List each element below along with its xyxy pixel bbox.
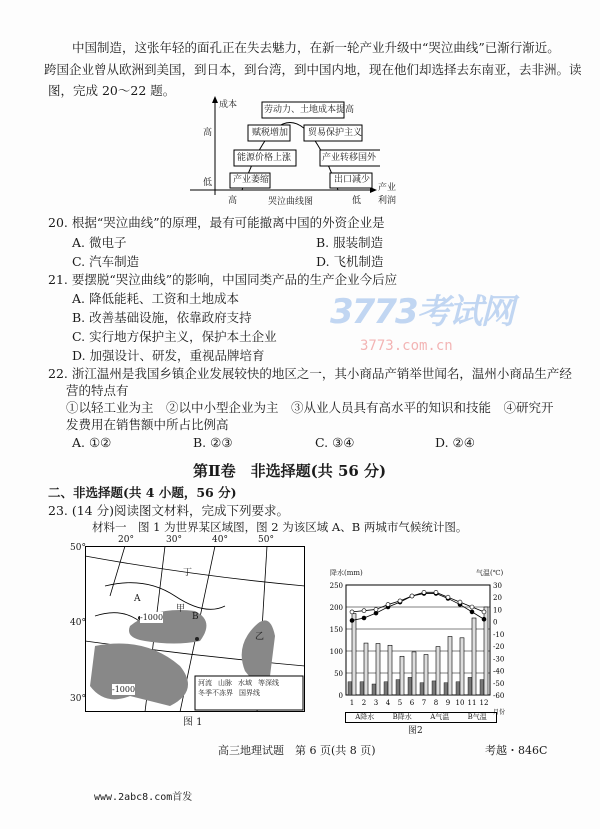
q20-option-a[interactable]: A. 微电子 xyxy=(72,235,127,250)
legend-water: 水域 xyxy=(238,679,252,687)
bar-b-precip xyxy=(400,656,404,695)
x-low: 低 xyxy=(352,196,362,206)
city-a: A xyxy=(134,594,141,604)
y-tick-left: 150 xyxy=(329,626,343,634)
y-tick-left: 250 xyxy=(329,582,343,590)
box-energy: 能源价格上涨 xyxy=(237,153,292,163)
bar-a-precip xyxy=(456,682,460,695)
q20-option-d[interactable]: D. 飞机制造 xyxy=(316,254,384,269)
section-heading: 二、非选择题(共 4 小题，56 分) xyxy=(48,485,237,500)
footer-code: 考越・846C xyxy=(485,744,548,757)
y-tick-left: 200 xyxy=(329,604,343,612)
line-b-temp-point xyxy=(482,610,486,614)
box-shrink: 产业萎缩 xyxy=(233,175,270,185)
legend-river: 河流 xyxy=(198,679,212,687)
watermark-logo: 3773考试网 xyxy=(330,292,513,332)
y-tick-right: -40 xyxy=(493,667,505,676)
legend-a-precip: A降水 xyxy=(355,713,375,721)
q22-stem-2: 营的特点有 xyxy=(66,383,129,398)
y-tick-right: 0 xyxy=(493,618,498,627)
line-b-temp-point xyxy=(398,599,402,603)
chart-ylabel-right: 气温(℃) xyxy=(476,569,504,577)
line-b-temp-point xyxy=(362,609,366,613)
footer-page: 高三地理试题 第 6 页(共 8 页) xyxy=(218,744,376,757)
map-caption: 图 1 xyxy=(183,717,203,728)
q22-option-c[interactable]: C. ③④ xyxy=(315,435,355,450)
q22-option-a[interactable]: A. ①② xyxy=(72,435,112,450)
line-b-temp-point xyxy=(422,590,426,594)
y-axis-label: 成本 xyxy=(219,100,238,110)
x-tick: 6 xyxy=(409,699,415,707)
q22-option-d[interactable]: D. ②④ xyxy=(435,435,475,450)
q22-stem-1: 22. 浙江温州是我国乡镇企业发展较快的地区之一，其小商品产销举世闻名，温州小商品生产经 xyxy=(48,366,572,381)
y-tick-left: 0 xyxy=(338,692,343,700)
line-b-temp-point xyxy=(458,600,462,604)
box-export: 出口减少 xyxy=(334,175,371,185)
legend-b-temp: B气温 xyxy=(467,713,487,721)
bar-b-precip xyxy=(436,647,440,695)
q21-option-c[interactable]: C. 实行地方保护主义，保护本土企业 xyxy=(72,329,277,344)
x-tick: 12 xyxy=(479,699,489,707)
x-axis-label: 产业 xyxy=(378,183,397,193)
box-labor-cost: 劳动力、土地成本提高 xyxy=(264,105,355,115)
low-label: 低 xyxy=(203,178,213,188)
y-tick-right: -20 xyxy=(493,643,505,652)
legend-ice-free: 冬季不冻界 xyxy=(198,689,233,697)
line-b-temp-point xyxy=(374,607,378,611)
x-tick: 8 xyxy=(433,699,439,707)
y-tick-right: -50 xyxy=(493,679,505,688)
y-tick-right: 20 xyxy=(493,594,502,603)
chart-title: 图2 xyxy=(408,726,423,736)
line-b-temp-point xyxy=(434,590,438,594)
chart-ylabel-left: 降水(mm) xyxy=(330,569,363,577)
bar-b-precip xyxy=(376,644,380,695)
intro-line-1: 中国制造，这张年轻的面孔正在失去魅力，在新一轮产业升级中“哭泣曲线”已渐行渐近。 xyxy=(72,40,560,55)
bar-b-precip xyxy=(352,614,356,695)
material-1: 材料一 图 1 为世界某区域图，图 2 为该区域 A、B 两城市气候统计图。 xyxy=(92,520,468,534)
x-axis-label-2: 利润 xyxy=(378,196,397,206)
bar-a-precip xyxy=(360,682,364,695)
bar-b-precip xyxy=(460,638,464,695)
lon-20: 20° xyxy=(118,535,134,545)
bar-a-precip xyxy=(396,680,400,695)
bar-b-precip xyxy=(412,652,416,695)
sea-yi: 乙 xyxy=(255,632,265,642)
bar-a-precip xyxy=(372,684,376,695)
box-tax: 赋税增加 xyxy=(252,128,289,138)
line-b-temp-point xyxy=(386,603,390,607)
legend-b-precip: B降水 xyxy=(392,713,412,721)
sea-jia: 甲 xyxy=(176,604,186,614)
legend-border: 国界线 xyxy=(239,689,260,697)
river-ding: 丁 xyxy=(183,568,193,578)
x-tick: 4 xyxy=(385,699,391,707)
lat-30: 30° xyxy=(70,694,86,704)
map-legend xyxy=(198,678,302,698)
bar-a-precip xyxy=(348,682,352,695)
line-a-temp-point xyxy=(362,616,366,620)
q20-option-c[interactable]: C. 汽车制造 xyxy=(72,254,140,269)
bar-b-precip xyxy=(472,618,476,695)
box-protectionism: 贸易保护主义 xyxy=(308,128,363,138)
bar-a-precip xyxy=(480,680,484,695)
intro-line-2: 跨国企业曾从欧洲到美国，到日本，到台湾，到中国内地，现在他们却选择去东南亚，去非洲。读 xyxy=(44,62,582,77)
bar-a-precip xyxy=(432,681,436,695)
bar-a-precip xyxy=(408,677,412,695)
lon-30: 30° xyxy=(166,535,182,545)
q20-option-b[interactable]: B. 服装制造 xyxy=(316,235,384,250)
legend-isobath: 等深线 xyxy=(258,679,279,687)
q22-items-1: ①以轻工业为主 ②以中小型企业为主 ③从业人员具有高水平的知识和技能 ④研究开 xyxy=(66,400,554,415)
high-label: 高 xyxy=(203,128,213,138)
y-tick-left: 100 xyxy=(329,648,343,656)
line-b-temp-point xyxy=(470,605,474,609)
x-tick: 9 xyxy=(445,699,451,707)
x-tick: 3 xyxy=(373,699,379,707)
city-b: B xyxy=(192,612,199,622)
lat-40: 40° xyxy=(70,618,86,628)
line-b-temp-point xyxy=(446,595,450,599)
bar-a-precip xyxy=(468,677,472,695)
q20-stem: 20. 根据“哭泣曲线”的原理，最有可能撤离中国的外资企业是 xyxy=(48,215,385,230)
x-tick: 1 xyxy=(349,699,355,707)
bar-b-precip xyxy=(448,636,452,695)
legend-mountain: 山脉 xyxy=(218,679,232,687)
x-tick: 11 xyxy=(467,699,477,707)
intro-line-3: 图，完成 20～22 题。 xyxy=(48,83,176,98)
q22-option-b[interactable]: B. ②③ xyxy=(193,435,233,450)
q23-stem: 23. (14 分)阅读图文材料，完成下列要求。 xyxy=(48,503,289,518)
y-tick-right: -30 xyxy=(493,655,505,664)
x-high: 高 xyxy=(228,196,238,206)
bar-b-precip xyxy=(388,645,392,695)
bar-b-precip xyxy=(364,643,368,695)
x-label: 月份 xyxy=(493,709,506,716)
line-a-temp-point xyxy=(470,610,474,614)
x-tick: 10 xyxy=(455,699,465,707)
legend-a-temp: A气温 xyxy=(430,713,450,721)
footer-source: www.2abc8.com首发 xyxy=(94,792,193,803)
chart-legend xyxy=(345,712,497,723)
line-b-temp-point xyxy=(350,610,354,614)
y-tick-right: -10 xyxy=(493,630,505,639)
section-title: 第Ⅱ卷 非选择题(共 56 分) xyxy=(193,462,387,480)
line-a-temp-point xyxy=(482,617,486,621)
x-tick: 5 xyxy=(397,699,403,707)
x-tick: 7 xyxy=(421,699,427,707)
y-tick-right: -60 xyxy=(493,692,505,700)
q21-option-a[interactable]: A. 降低能耗、工资和土地成本 xyxy=(72,291,239,306)
watermark-url: 3773.com.cn xyxy=(360,338,453,354)
y-tick-right: 30 xyxy=(493,582,502,590)
climate-chart xyxy=(318,570,518,720)
lat-50: 50° xyxy=(70,543,86,553)
y-tick-right: 10 xyxy=(493,606,502,615)
line-b-temp-point xyxy=(410,594,414,598)
bar-a-precip xyxy=(384,682,388,695)
y-tick-left: 50 xyxy=(334,670,343,678)
x-tick: 2 xyxy=(361,699,367,707)
q22-items-2: 发费用在销售额中所占比例高 xyxy=(66,417,229,432)
q21-option-b[interactable]: B. 改善基础设施，依靠政府支持 xyxy=(72,310,252,325)
lon-40: 40° xyxy=(212,535,228,545)
box-transfer: 产业转移国外 xyxy=(322,153,377,163)
line-a-temp-point xyxy=(350,618,354,622)
bar-a-precip xyxy=(420,683,424,695)
depth-label-1: -1000 xyxy=(140,613,164,622)
lon-50: 50° xyxy=(258,535,274,545)
bar-a-precip xyxy=(444,683,448,695)
q21-stem: 21. 要摆脱“哭泣曲线”的影响，中国同类产品的生产企业今后应 xyxy=(48,272,398,287)
q21-option-d[interactable]: D. 加强设计、研发，重视品牌培育 xyxy=(72,348,265,363)
depth-label-2: -1000 xyxy=(112,685,136,694)
diagram-caption: 哭泣曲线图 xyxy=(268,197,314,207)
bar-b-precip xyxy=(424,655,428,695)
